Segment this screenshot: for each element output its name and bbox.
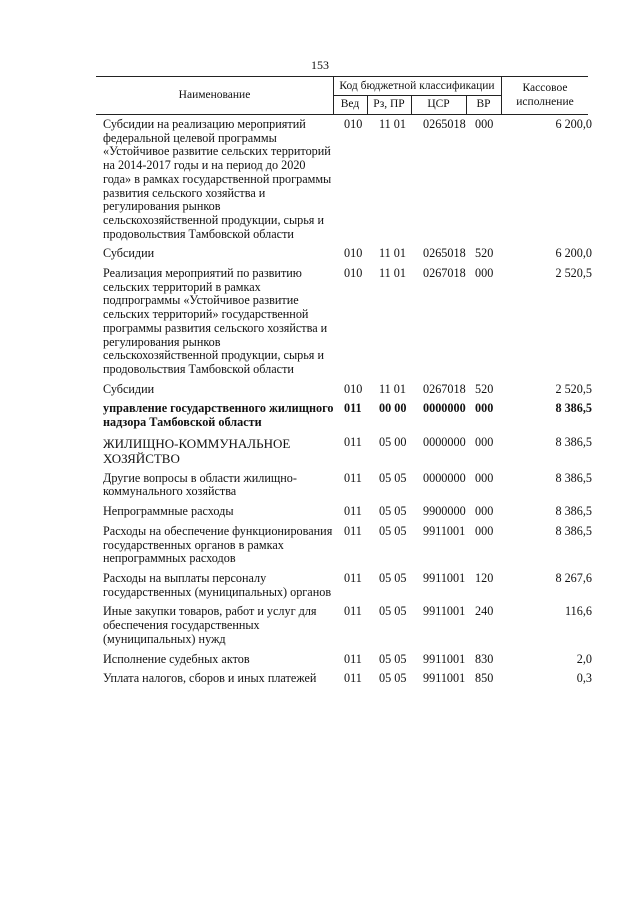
row-name: Субсидии на реализацию мероприятий федеральной целевой программы «Устойчивое развитие сельских территорий на 2014-2017 годы и на период до 2020 года» в рамках государственной программы развития сельского хозяйства и регулирования рынков сельскохозяйственной продукции, сырья и продовольствия Тамбовской области	[103, 117, 332, 241]
row-vr: 000	[475, 504, 494, 519]
row-rz-pr: 05 05	[379, 604, 407, 619]
row-vr: 830	[475, 651, 494, 666]
row-amount: 8 386,5	[555, 470, 592, 485]
row-ved: 011	[344, 651, 362, 666]
row-rz-pr: 05 05	[379, 523, 407, 538]
row-amount: 6 200,0	[555, 246, 592, 261]
table-row-section	[103, 436, 593, 466]
row-name: Другие вопросы в области жилищно-коммунального хозяйства	[103, 470, 297, 499]
row-amount: 116,6	[565, 604, 592, 619]
row-vr: 000	[475, 401, 494, 416]
table-row	[103, 267, 593, 377]
row-ved: 011	[344, 671, 362, 686]
row-vr: 000	[475, 266, 494, 281]
header-vr: ВР	[476, 98, 491, 110]
header-code-group: Код бюджетной классификации	[339, 80, 495, 92]
table-row	[103, 653, 593, 667]
row-csr: 9900000	[423, 504, 466, 519]
row-vr: 240	[475, 604, 494, 619]
table-row	[103, 118, 593, 241]
row-amount: 2 520,5	[555, 381, 592, 396]
row-rz-pr: 05 00	[379, 434, 407, 449]
row-csr: 0265018	[423, 117, 466, 131]
row-amount: 8 386,5	[555, 504, 592, 519]
row-name: Иные закупки товаров, работ и услуг для обеспечения государственных (муниципальных) нужд	[103, 604, 317, 646]
row-rz-pr: 00 00	[379, 401, 407, 416]
row-rz-pr: 11 01	[379, 381, 406, 396]
row-csr: 0267018	[423, 266, 466, 281]
row-vr: 520	[475, 246, 494, 261]
row-amount: 8 267,6	[555, 570, 592, 585]
row-ved: 010	[344, 246, 363, 261]
row-name: Непрограммные расходы	[103, 504, 234, 519]
header-execution: Кассовое исполнение	[516, 82, 574, 108]
row-csr: 9911001	[423, 523, 466, 538]
row-name: Расходы на выплаты персоналу государственных (муниципальных) органов	[103, 570, 332, 599]
row-csr: 9911001	[423, 651, 466, 666]
page-number: 153	[311, 58, 329, 72]
row-csr: 0000000	[423, 401, 466, 416]
table-row	[103, 247, 593, 261]
row-rz-pr: 11 01	[379, 117, 406, 131]
row-vr: 000	[475, 117, 494, 131]
row-rz-pr: 11 01	[379, 266, 406, 281]
table-row-department	[103, 402, 593, 429]
table-row	[103, 672, 593, 686]
row-csr: 0265018	[423, 246, 466, 261]
row-rz-pr: 05 05	[379, 671, 407, 686]
row-rz-pr: 05 05	[379, 570, 407, 585]
row-vr: 000	[475, 434, 494, 449]
row-name: управление государственного жилищного надзора Тамбовской области	[103, 401, 334, 430]
row-amount: 0,3	[576, 671, 592, 686]
row-ved: 010	[344, 381, 363, 396]
row-ved: 011	[344, 523, 362, 538]
row-rz-pr: 05 05	[379, 470, 407, 485]
row-amount: 2 520,5	[555, 266, 592, 281]
row-vr: 120	[475, 570, 494, 585]
table-row	[103, 472, 593, 499]
row-csr: 0000000	[423, 434, 466, 449]
row-vr: 000	[475, 470, 494, 485]
row-csr: 9911001	[423, 671, 466, 686]
row-rz-pr: 05 05	[379, 504, 407, 519]
row-csr: 0267018	[423, 381, 466, 396]
table-header	[96, 76, 588, 115]
row-ved: 011	[344, 570, 362, 585]
table-row	[103, 572, 593, 599]
row-name: Реализация мероприятий по развитию сельских территорий в рамках подпрограммы «Устойчивое развитие сельских территорий» государственной программы развития сельского хозяйства и регулирования рынков сельскохозяйственной продукции, сырья и продовольствия Тамбовской области	[103, 266, 328, 376]
row-amount: 8 386,5	[555, 434, 592, 449]
row-csr: 0000000	[423, 470, 466, 485]
row-ved: 011	[344, 604, 362, 619]
row-name: Исполнение судебных актов	[103, 651, 250, 666]
row-name: Субсидии	[103, 246, 155, 261]
row-rz-pr: 11 01	[379, 246, 406, 261]
table-body	[103, 118, 593, 692]
row-rz-pr: 05 05	[379, 651, 407, 666]
row-amount: 8 386,5	[555, 401, 592, 416]
row-ved: 011	[344, 434, 362, 449]
row-csr: 9911001	[423, 570, 466, 585]
table-row	[103, 605, 593, 646]
row-name: Субсидии	[103, 381, 155, 396]
row-ved: 011	[344, 470, 362, 485]
table-row	[103, 505, 593, 519]
row-name: Расходы на обеспечение функционирования государственных органов в рамках непрограммных расходов	[103, 523, 333, 566]
row-ved: 010	[344, 117, 363, 131]
header-name: Наименование	[178, 89, 251, 101]
row-ved: 011	[344, 401, 362, 416]
header-divider	[333, 95, 501, 96]
header-rz-pr: Рз, ПР	[373, 98, 405, 110]
row-vr: 850	[475, 671, 494, 686]
table-row	[103, 383, 593, 397]
row-csr: 9911001	[423, 604, 466, 619]
header-csr: ЦСР	[427, 98, 450, 110]
row-vr: 000	[475, 523, 494, 538]
header-divider	[501, 77, 502, 114]
table-row	[103, 525, 593, 566]
header-ved: Вед	[340, 98, 360, 110]
row-name: ЖИЛИЩНО-КОММУНАЛЬНОЕ ХОЗЯЙСТВО	[103, 435, 291, 466]
row-ved: 011	[344, 504, 362, 519]
row-amount: 6 200,0	[555, 117, 592, 131]
row-amount: 8 386,5	[555, 523, 592, 538]
row-name: Уплата налогов, сборов и иных платежей	[103, 671, 317, 686]
row-vr: 520	[475, 381, 494, 396]
row-ved: 010	[344, 266, 363, 281]
row-amount: 2,0	[576, 651, 592, 666]
